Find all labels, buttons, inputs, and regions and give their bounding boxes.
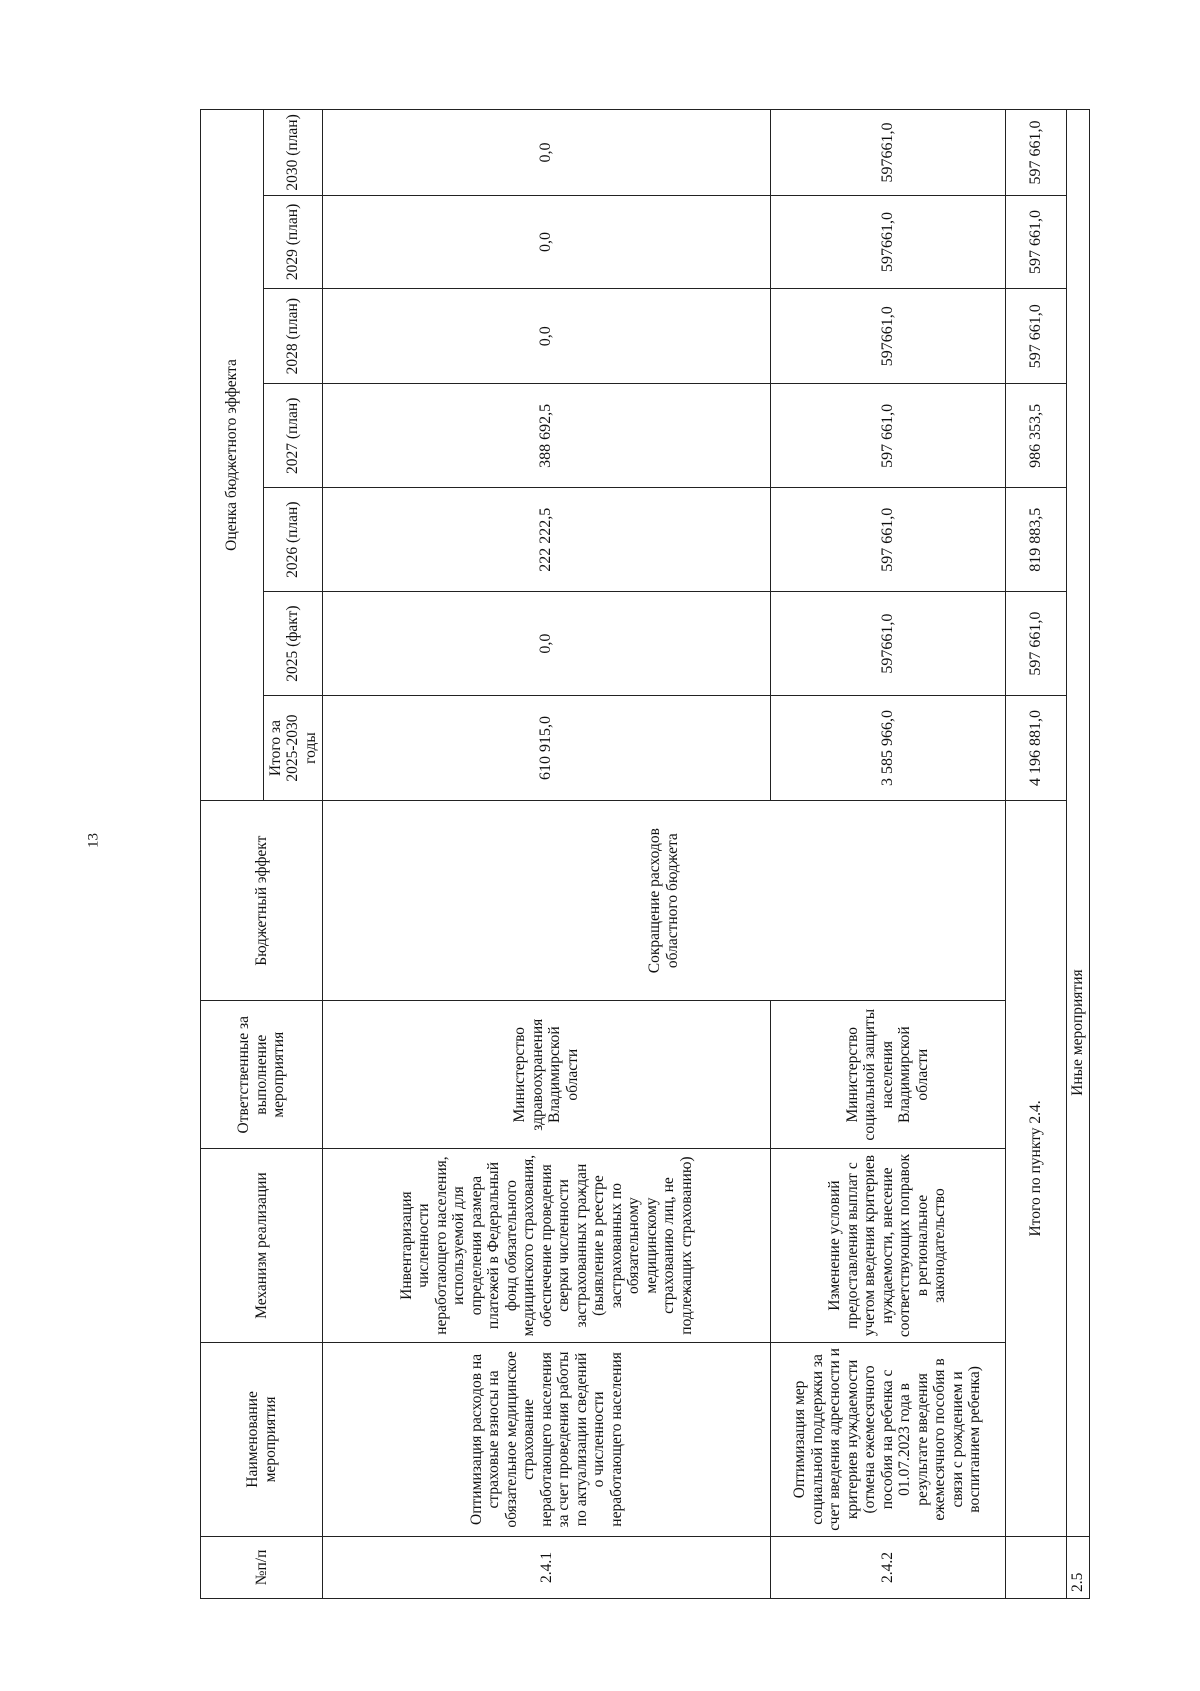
- header-year-2029: 2029 (план): [264, 195, 323, 288]
- row-num: 2.4.1: [323, 1536, 771, 1598]
- section-row: [1066, 110, 1089, 1599]
- row-name: Оптимизация мер социальной поддержки за счет введения адресности и критериев нуждаемости (отмена ежемесячного пособия на ребенка с 01.07.2023 года в результате введения ежемесячного пособия в связи с рождением и воспитанием ребенка): [770, 1343, 1005, 1537]
- budget-effect-table: [200, 109, 1090, 1599]
- value-2029: 0,0: [323, 195, 771, 288]
- value-2028: 0,0: [323, 289, 771, 384]
- header-year-2025: 2025 (факт): [264, 592, 323, 696]
- value-2025: 0,0: [323, 592, 771, 696]
- value-2026: 222 222,5: [323, 488, 771, 592]
- value-2027: 597 661,0: [770, 384, 1005, 488]
- section-label: Иные мероприятия: [1066, 110, 1089, 1537]
- total-value-2030: 597 661,0: [1005, 110, 1066, 196]
- value-2030: 0,0: [323, 110, 771, 196]
- total-row: [1005, 110, 1066, 1599]
- header-estimate: Оценка бюджетного эффекта: [201, 110, 264, 801]
- header-year-2030: 2030 (план): [264, 110, 323, 196]
- value-2030: 597661,0: [770, 110, 1005, 196]
- total-value-total: 4 196 881,0: [1005, 696, 1066, 801]
- section-num: 2.5: [1066, 1536, 1089, 1598]
- total-value-2026: 819 883,5: [1005, 488, 1066, 592]
- row-name: Оптимизация расходов на страховые взносы на обязательное медицинское страхование неработающего населения за счет проведения работы по актуализации сведений о численности неработающего населения: [323, 1343, 771, 1537]
- value-2025: 597661,0: [770, 592, 1005, 696]
- value-2029: 597661,0: [770, 195, 1005, 288]
- row-num: 2.4.2: [770, 1536, 1005, 1598]
- total-num-cell: [1005, 1536, 1066, 1598]
- row-responsible: Министерство здравоохранения Владимирской области: [323, 1001, 771, 1149]
- table-row: [323, 110, 771, 1599]
- header-row-top: [201, 110, 264, 1599]
- header-responsible: Ответственные за выполнение мероприятия: [201, 1001, 323, 1149]
- total-value-2029: 597 661,0: [1005, 195, 1066, 288]
- header-year-2027: 2027 (план): [264, 384, 323, 488]
- value-2028: 597661,0: [770, 289, 1005, 384]
- value-2026: 597 661,0: [770, 488, 1005, 592]
- shared-effect: Сокращение расходов областного бюджета: [323, 801, 1006, 1001]
- value-total: 3 585 966,0: [770, 696, 1005, 801]
- header-name: Наименование мероприятия: [201, 1343, 323, 1537]
- row-mechanism: Инвентаризация численности неработающего населения, используемой для определения размера платежей в Федеральный фонд обязательного медицинского страхования, обеспечение проведения сверки численности застрахованных граждан (выявление в реестре застрахованных по обязательному медицинскому страхованию лиц, не подлежащих страхованию): [323, 1149, 771, 1343]
- header-num: №п/п: [201, 1536, 323, 1598]
- total-value-2028: 597 661,0: [1005, 289, 1066, 384]
- header-year-2026: 2026 (план): [264, 488, 323, 592]
- row-responsible: Министерство социальной защиты населения Владимирской области: [770, 1001, 1005, 1149]
- header-year-total: Итого за 2025-2030 годы: [264, 696, 323, 801]
- header-year-2028: 2028 (план): [264, 289, 323, 384]
- total-value-2025: 597 661,0: [1005, 592, 1066, 696]
- total-value-2027: 986 353,5: [1005, 384, 1066, 488]
- total-label: Итого по пункту 2.4.: [1005, 801, 1066, 1537]
- value-total: 610 915,0: [323, 696, 771, 801]
- header-mechanism: Механизм реализации: [201, 1149, 323, 1343]
- value-2027: 388 692,5: [323, 384, 771, 488]
- header-effect: Бюджетный эффект: [201, 801, 323, 1001]
- page-number: 13: [85, 833, 102, 848]
- row-mechanism: Изменение условий предоставления выплат с учетом введения критериев нуждаемости, внесение соответствующих поправок в региональное законодательство: [770, 1149, 1005, 1343]
- rotated-table-wrapper: [200, 109, 1090, 1599]
